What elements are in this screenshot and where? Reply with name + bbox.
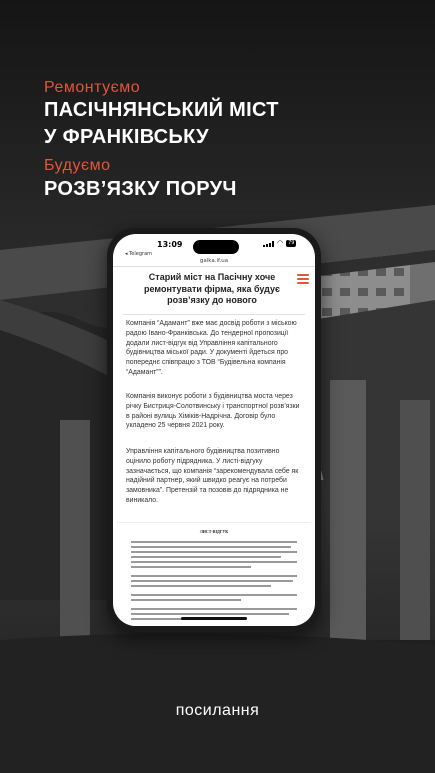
status-icons [263,240,296,247]
article-paragraph-1: Компанія “Адамант” вже має досвід роботи з міською радою Івано-Франківська. До тендерної пропозиції додали лист-відгук від Управління капітального будівництва міської ради. У документі йдеться про попереднє співпрацю з ТОВ “Будівельна компанія “Адамант””. [126,320,297,376]
document-scan-image [117,522,311,626]
battery-icon: 79 [288,240,295,246]
headline-title-city: У ФРАНКІВСЬКУ [44,126,209,148]
headline-label-repair: Ремонтуємо [44,79,141,96]
document-title: ЛИСТ-ВІДГУК [199,529,229,534]
url-divider [113,266,315,267]
article-paragraph-3: Управління капітального будівництва позитивно оцінило роботу підрядника. У листі-відгуку зазначається, що компанія “зарекомендувала себе як надійний партнер, який швидко реагує на потреби замовника”. Претензій та позовів до підрядника не виникало. [126,448,299,504]
dynamic-island [193,240,239,254]
menu-hamburger-icon[interactable] [297,274,309,285]
home-indicator [181,617,247,620]
back-to-telegram-link[interactable]: ◂ Telegram [125,251,153,257]
article-title: Старий міст на Пасічну хоче ремонтувати фірма, яка будує розв’язку до нового [144,272,280,305]
headline-title-interchange: РОЗВ’ЯЗКУ ПОРУЧ [44,178,237,200]
headline-title-bridge: ПАСІЧНЯНСЬКИЙ МІСТ [44,99,279,121]
link-button[interactable]: посилання [175,702,260,719]
wifi-icon: ◠ [277,239,284,247]
url-bar[interactable]: galka.if.ua [199,258,229,264]
phone-mockup [107,228,321,632]
phone-screen [113,234,315,626]
signal-icon [263,241,274,247]
article-paragraph-2: Компанія виконує роботи з будівництва моста через річку Бистриця-Солотвинську і транспортної розв’язки в районі вулиць Хіміків-Надрічна. Договір було укладено 25 червня 2021 року. [126,393,300,430]
title-divider [123,314,305,315]
headline-label-build: Будуємо [44,157,111,174]
status-time: 13:09 [157,240,183,249]
